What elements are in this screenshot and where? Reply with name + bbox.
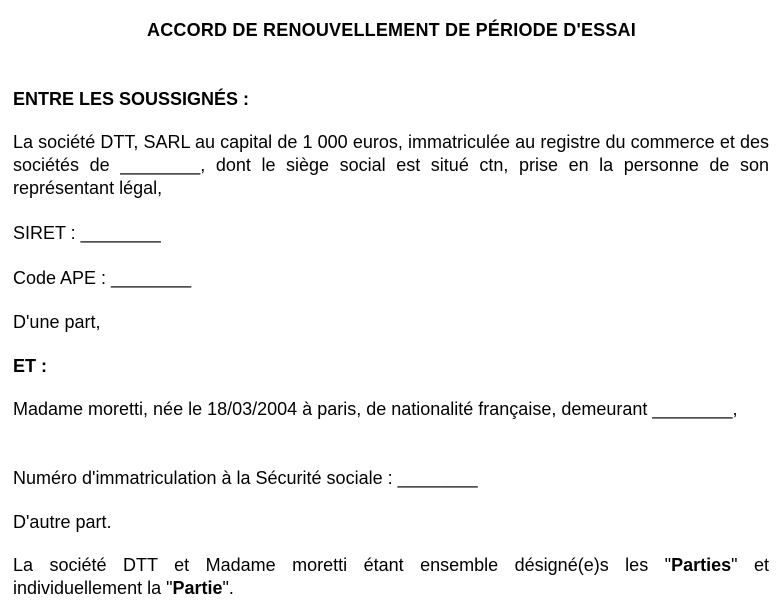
parties-term: Parties [671,555,732,575]
siret-line: SIRET : ________ [13,223,161,243]
parties-paragraph [13,554,769,600]
partie-term: Partie [172,578,223,598]
document-title: ACCORD DE RENOUVELLEMENT DE PÉRIODE D'ESSAI [147,20,636,40]
parties-text-after: ". [222,578,234,598]
parties-text-middle: " et individuellement la " [13,555,769,598]
et-heading: ET : [13,356,47,376]
social-security-line: Numéro d'immatriculation à la Sécurité sociale : ________ [13,468,478,488]
section-heading-parties: ENTRE LES SOUSSIGNÉS : [13,89,250,109]
company-paragraph: La société DTT, SARL au capital de 1 000 euros, immatriculée au registre du commerce et des sociétés de ________, dont le siège social est situé ctn, prise en la personne de son représentant légal, [13,132,769,198]
code-ape-line: Code APE : ________ [13,268,192,288]
parties-text-before: La société DTT et Madame moretti étant ensemble désigné(e)s les " [13,555,672,575]
other-part-line: D'autre part. [13,512,112,532]
employee-paragraph: Madame moretti, née le 18/03/2004 à paris, de nationalité française, demeurant ________, [13,399,738,419]
one-part-line: D'une part, [13,312,101,332]
